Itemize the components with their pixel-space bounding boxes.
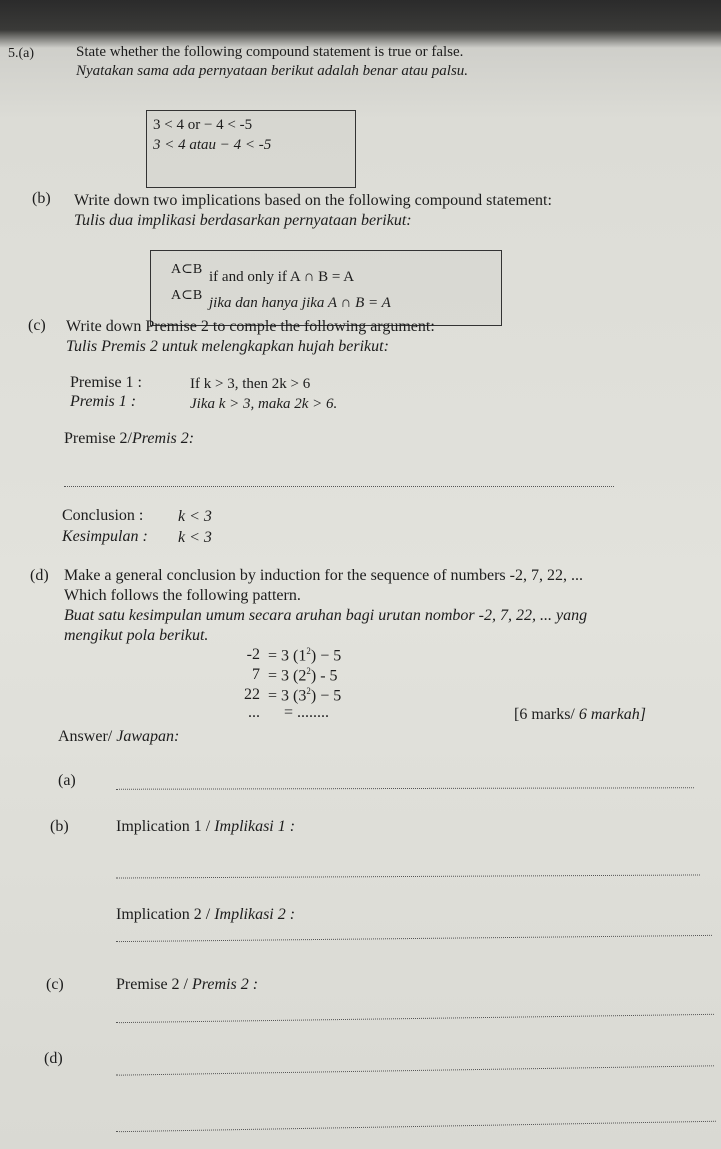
conclusion-text-ms: k < 3 [178, 529, 212, 546]
answer-d-line-2[interactable] [116, 1121, 716, 1132]
answer-premise2-label [116, 976, 258, 994]
part-d-instruction-ms-2: mengikut pola berikut. [64, 627, 209, 644]
answer-heading [58, 728, 179, 746]
premise2-prompt-ms: Premis 2: [132, 430, 195, 447]
answer-c-label: (c) [46, 976, 64, 993]
premise1-label-ms: Premis 1 : [70, 393, 137, 410]
answer-a-label: (a) [58, 772, 76, 789]
part-b-instruction-ms: Tulis dua implikasi berdasarkan pernyataan berikut: [74, 212, 412, 229]
premise1-label: Premise 1 : [70, 374, 142, 391]
implication2-line[interactable] [116, 935, 712, 942]
part-c-instruction-ms: Tulis Premis 2 untuk melengkapkan hujah berikut: [66, 338, 389, 355]
pattern-row-1-rhs: = 3 $(1^2) - 5$ [268, 646, 342, 665]
part-a-instruction: State whether the following compound statement is true or false. [76, 44, 464, 60]
implication1-label [116, 818, 295, 836]
answer-heading-ms: Jawapan: [116, 728, 180, 745]
answer-a-line[interactable] [116, 787, 694, 790]
question-number: 5.(a) [8, 46, 35, 61]
answer-premise2-en: Premise 2 / [116, 976, 188, 993]
conclusion-label-ms: Kesimpulan : [62, 528, 148, 545]
answer-b-label: (b) [50, 818, 69, 835]
implication2-en: Implication 2 / [116, 906, 211, 923]
conclusion-text: k < 3 [178, 508, 212, 525]
part-b-statement-en: if and only if A ∩ B = A [209, 269, 355, 285]
part-b-instruction: Write down two implications based on the following compound statement: [74, 192, 552, 209]
part-b-statement-ms: jika dan hanya jika A ∩ B = A [209, 295, 391, 311]
marks-label [514, 706, 646, 724]
part-a-statement-box [146, 110, 356, 188]
part-d-instruction-2: Which follows the following pattern. [64, 587, 301, 604]
pattern-row-1-lhs: -2 [246, 646, 260, 663]
premise1-text: If k > 3, then 2k > 6 [190, 376, 311, 392]
premise2-answer-line[interactable] [64, 486, 614, 487]
pattern-row-4-rhs: = ........ [284, 704, 330, 721]
part-d-label: (d) [30, 567, 49, 584]
part-c-label: (c) [28, 317, 46, 334]
implication1-en: Implication 1 / [116, 818, 211, 835]
part-a-statement-en: 3 < 4 or − 4 < -5 [153, 117, 253, 133]
answer-d-line-1[interactable] [116, 1065, 714, 1075]
pattern-row-3-rhs: = 3 $(3^2) - 5$ [268, 686, 342, 705]
part-b-statement-box [150, 250, 502, 326]
answer-premise2-ms: Premis 2 : [192, 976, 259, 993]
answer-d-label: (d) [44, 1050, 63, 1067]
part-b-label: (b) [32, 190, 51, 207]
marks-en: [6 marks/ [514, 706, 575, 723]
part-b-set-ms: A⊂B [171, 288, 203, 303]
implication1-ms: Implikasi 1 : [214, 818, 296, 835]
part-c-instruction: Write down Premise 2 to comple the following argument: [66, 318, 435, 335]
answer-premise2-line[interactable] [116, 1014, 714, 1023]
answer-heading-en: Answer/ [58, 728, 113, 745]
implication2-label [116, 906, 295, 924]
implication2-ms: Implikasi 2 : [214, 906, 296, 923]
premise2-prompt-en: Premise 2/ [64, 430, 132, 447]
premise2-prompt [64, 430, 194, 448]
pattern-row-2-rhs: = 3 $(2^2) - 5$ [268, 666, 338, 685]
pattern-row-2-lhs: 7 [252, 666, 260, 683]
part-a-instruction-ms: Nyatakan sama ada pernyataan berikut adalah benar atau palsu. [76, 63, 469, 79]
part-d-instruction-1: Make a general conclusion by induction for the sequence of numbers -2, 7, 22, ... [64, 567, 583, 584]
premise1-text-ms: Jika k > 3, maka 2k > 6. [190, 396, 338, 412]
part-d-instruction-ms-1: Buat satu kesimpulan umum secara aruhan bagi urutan nombor -2, 7, 22, ... yang [64, 607, 588, 624]
pattern-row-3-lhs: 22 [244, 686, 260, 703]
implication1-line[interactable] [116, 874, 700, 878]
part-a-statement-ms: 3 < 4 atau − 4 < -5 [153, 137, 272, 153]
conclusion-label: Conclusion : [62, 507, 144, 524]
pattern-row-4-lhs: ... [248, 704, 260, 721]
marks-ms: 6 markah] [578, 706, 646, 723]
part-b-set-en: A⊂B [171, 262, 203, 277]
